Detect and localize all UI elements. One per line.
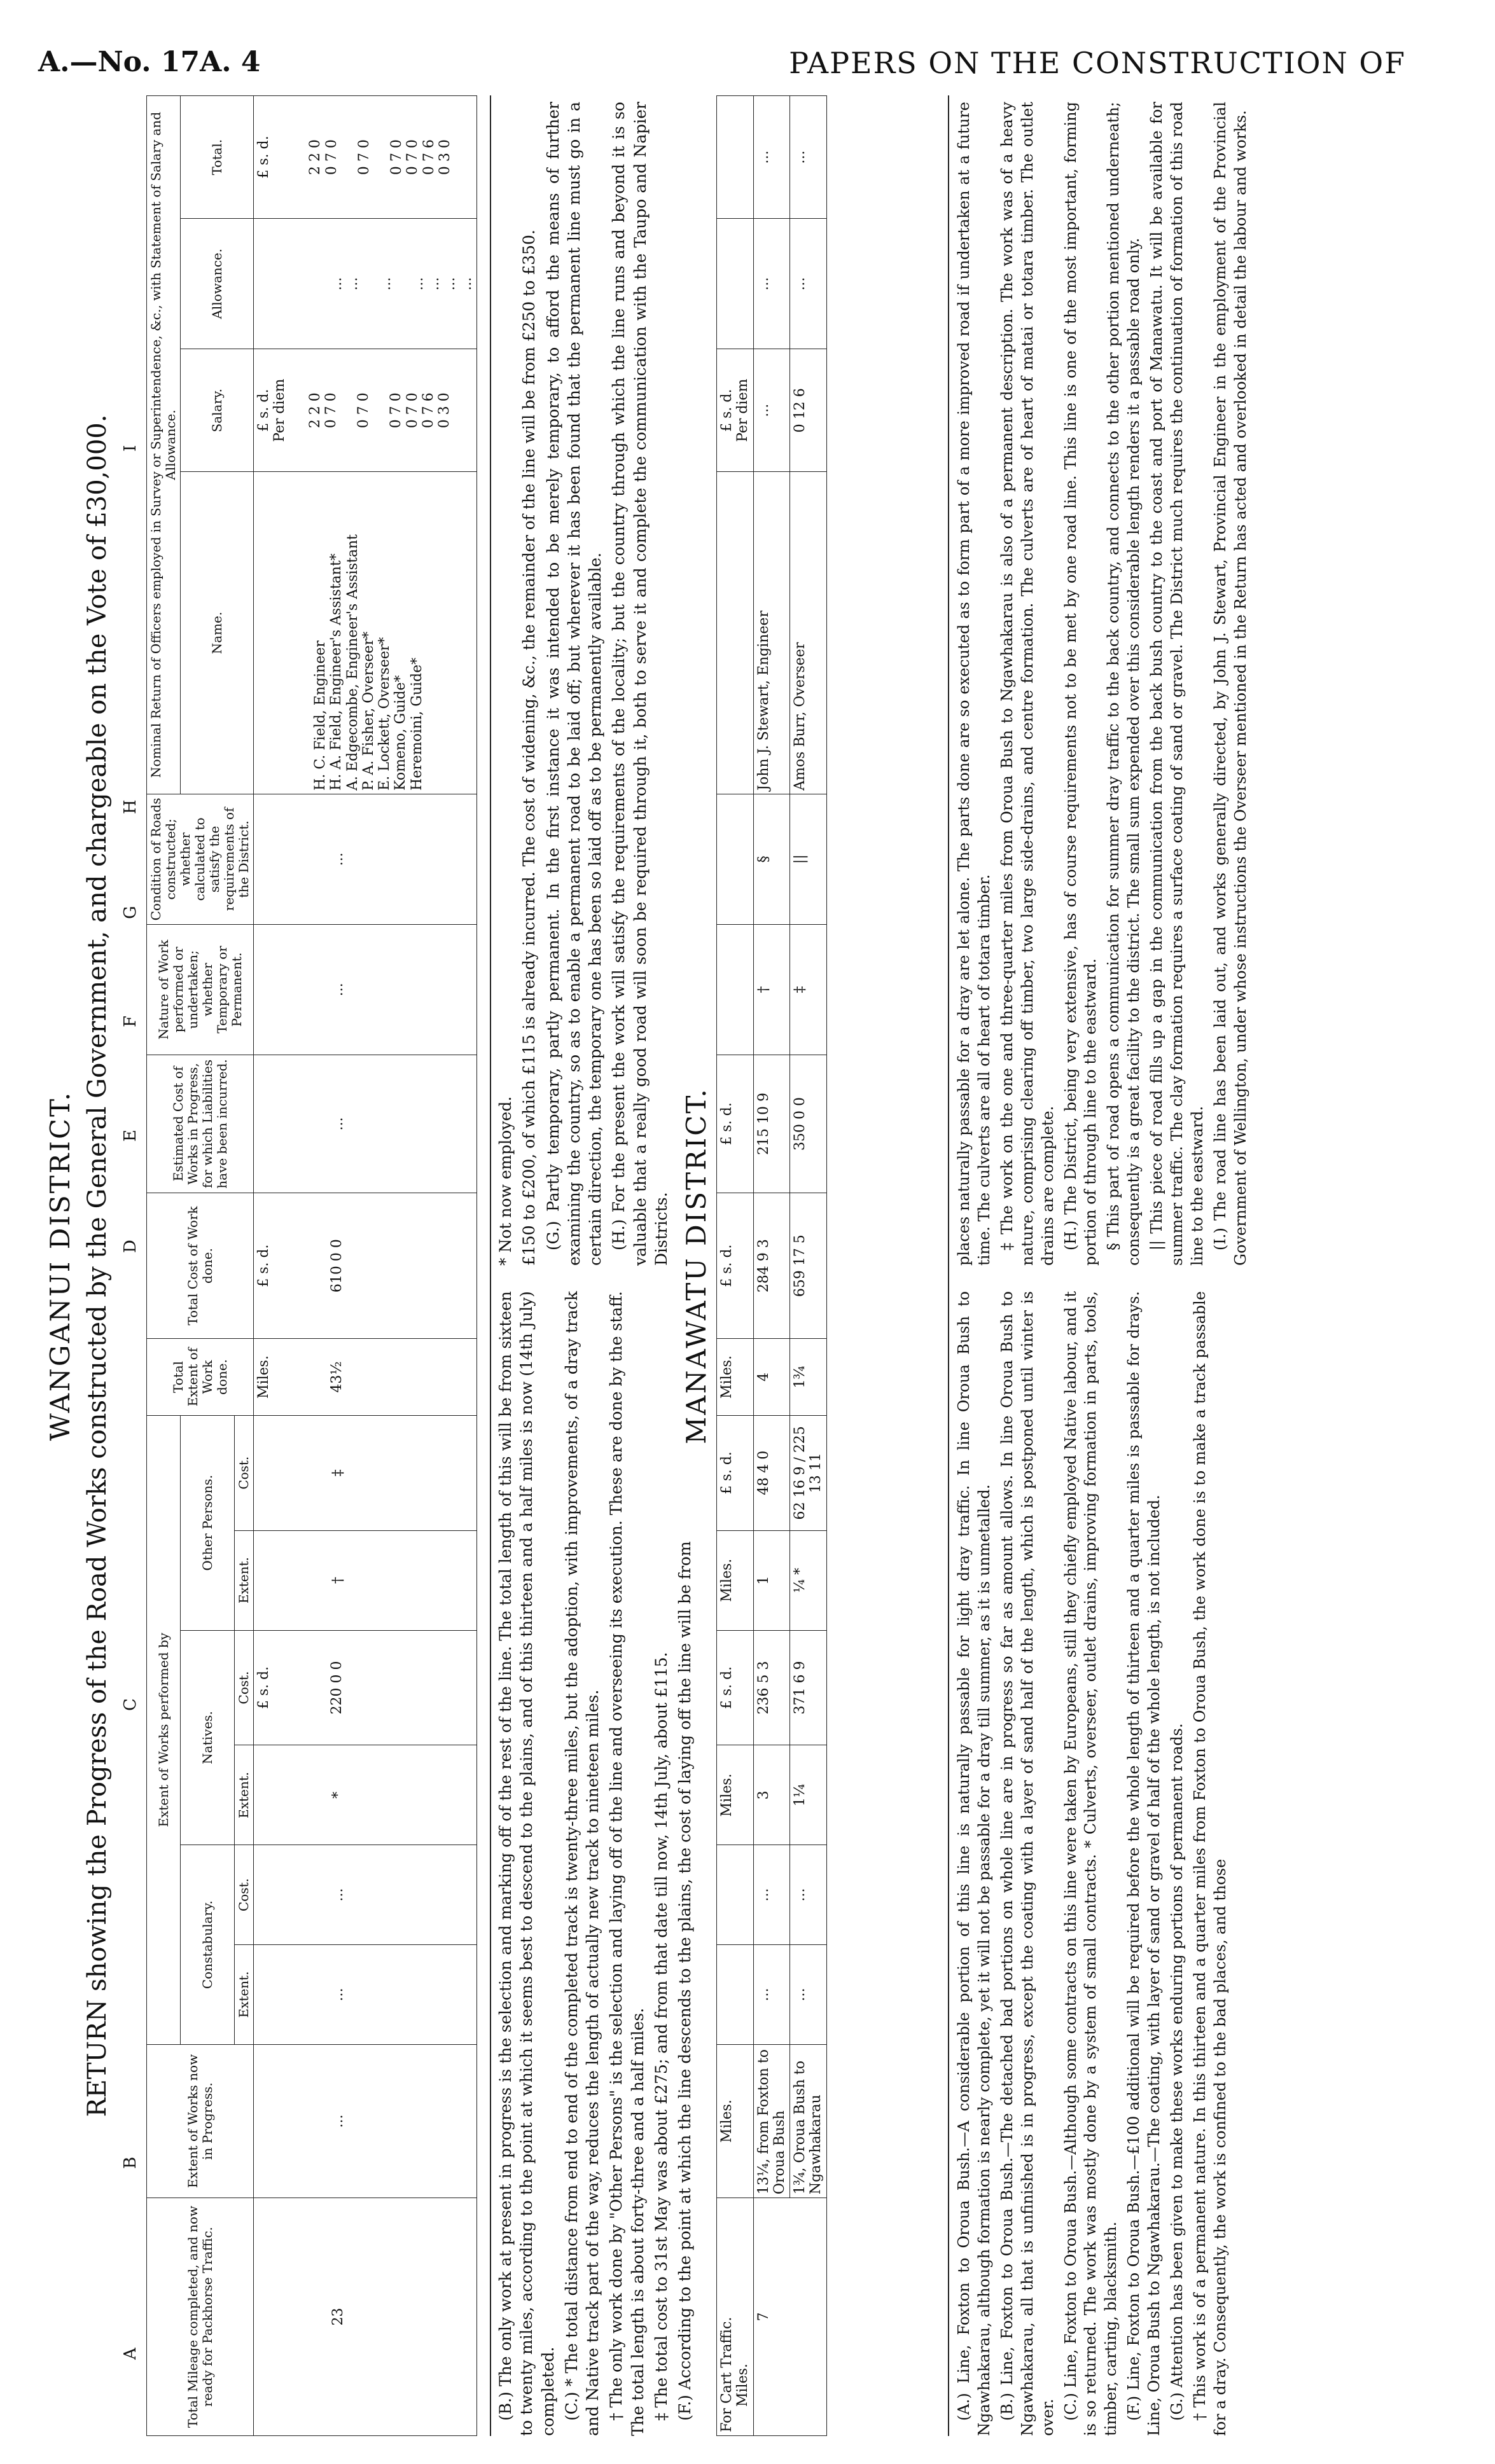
officer-allowance: ...	[329, 277, 345, 291]
cell-const-cost: ...	[753, 1845, 790, 1945]
miles-header: Miles.	[717, 2044, 754, 2198]
cell-totals	[254, 96, 477, 219]
officer-allowance: ...	[377, 277, 394, 291]
note-paragraph: (F.) Line, Foxton to Oroua Bush.—£100 additional will be required before the whole length of thirteen and a quarter miles is passable for drays. Line, Oroua Bush to Ngawhakarau.—The coating, with layer of sand or gravel of half of the whole length, is not included.	[1125, 1291, 1164, 2436]
cell-total-cost: 284 9 3	[753, 1193, 790, 1339]
header-name: Name.	[181, 472, 254, 794]
col-letter: F	[121, 1015, 140, 1027]
cell-salaries	[254, 349, 477, 472]
cell-allowances	[254, 219, 477, 349]
header-nature-of-work: Nature of Work performed or undertaken; whether Temporary or Permanent.	[147, 924, 254, 1055]
cell-nature-of-work: ‡	[790, 924, 827, 1055]
cell-in-progress: 13¼, from Foxton to Oroua Bush	[753, 2044, 790, 2198]
cell-other-extent: †	[254, 1530, 477, 1630]
cell-const-extent: ...	[254, 1945, 477, 2045]
cell-in-progress: 1¾, Oroua Bush to Ngawhakarau	[790, 2044, 827, 2198]
cell-natives-cost: 236 5 3	[753, 1630, 790, 1745]
cell-nature-of-work: †	[753, 924, 790, 1055]
officer-allowance: ...	[410, 277, 426, 291]
cell-other-cost: 48 4 0	[753, 1415, 790, 1530]
header-total-extent: Total Extent of Work done.	[147, 1339, 254, 1416]
divider	[948, 95, 949, 2436]
cell-const-cost: ...	[790, 1845, 827, 1945]
header-cost: Cost.	[235, 1630, 254, 1745]
note-paragraph: (G.) Partly temporary, partly permanent. In the first instance it was intended to be merely temporary, to afford the means of further examining the country, so as to enable a permanent road to be laid off; but wherever it has been found that the permanent line must go in a certain direction, the temporary one has been so laid off as to be permanently available.	[543, 102, 604, 1266]
header-estimated-cost: Estimated Cost of Works in Progress, for which Liabilities have been incurred.	[147, 1055, 254, 1193]
wanganui-notes-left	[495, 1291, 698, 2436]
manawatu-return-table	[716, 95, 827, 2436]
cell-total-cost: 659 17 5	[790, 1193, 827, 1339]
cell-total-extent: 1¾	[790, 1339, 827, 1416]
miles-header: Miles.	[717, 1530, 754, 1630]
officer-salary: 0 7 6	[421, 392, 437, 429]
cell-in-progress: ...	[254, 2044, 477, 2198]
note-paragraph: places naturally passable for a dray are let alone. The parts done are so executed as to form part of a more improved road if undertaken at a future time. The culverts are all of heart of totara timber.	[955, 102, 993, 1266]
cell-total: ...	[790, 96, 827, 219]
note-paragraph: (C.) * The total distance from end to end of the completed track is twenty-three miles, but the adoption, with improvements, of a dray track and Native track part of the way, reduces the length of actually new track to nineteen miles.	[562, 1291, 602, 2436]
cell-officer-names	[254, 472, 477, 794]
cell-nature-of-work: ...	[254, 924, 477, 1055]
header-cost: Cost.	[235, 1415, 254, 1530]
officer-name: H. C. Field, Engineer	[312, 640, 328, 791]
cell-natives-extent: 3	[753, 1745, 790, 1845]
note-paragraph: ‡ The work on the one and three-quarter miles from Oroua Bush to Ngawhakarau is also of a permanent description. The work was of a heavy nature, comprising clearing off timber, two large side-drains, and centre formation. The culverts are of heart of matai or totara timber. The outlet drains are complete.	[998, 102, 1057, 1266]
cell-natives-cost: 371 6 9	[790, 1630, 827, 1745]
officer-allowance: ...	[426, 277, 443, 291]
header-constabulary: Constabulary.	[181, 1845, 235, 2045]
officer-total: 2 2 0	[307, 139, 324, 176]
cell-total-extent	[254, 1339, 477, 1416]
cell-other-extent: ¼ *	[790, 1530, 827, 1630]
unit-per-diem: Per diem	[272, 378, 288, 442]
note-paragraph: (H.) For the present the work will satisfy the requirements of the locality; but the country through which the line runs and beyond it is so valuable that a really good road will soon be required through it, both to serve it and complete the communication with the Taupo and Napier Districts.	[609, 102, 671, 1266]
unit-lsd: £ s. d.	[256, 1244, 272, 1287]
note-paragraph: (B.) The only work at present in progress is the selection and marking off of the rest of the line. The total length of this will be from sixteen to twenty miles, according to the point at which it seems best to descend to the plains, and of this thirteen and a half miles is now (14th July) completed.	[496, 1291, 557, 2436]
cell-condition: ||	[790, 794, 827, 924]
officer-salary: 0 7 0	[404, 392, 421, 429]
col-letter: G	[121, 906, 140, 919]
cell-total-cost	[254, 1193, 477, 1339]
officer-name: E. Lockett, Overseer*	[377, 637, 393, 791]
officer-name: Heremoini, Guide*	[408, 657, 425, 791]
cell-estimated-cost: ...	[254, 1055, 477, 1193]
cell-officer-name: John J. Stewart, Engineer	[753, 472, 790, 794]
cell-total-mileage: 23	[254, 2198, 477, 2436]
wanganui-return-table	[146, 95, 477, 2436]
note-paragraph: (H.) The District, being very extensive, has of course requirements not to be met by one road line. This line is one of the most important, forming portion of through line to the eastward.	[1061, 102, 1100, 1266]
cell-other-extent: 1	[753, 1530, 790, 1630]
header-condition-of-roads: Condition of Roads constructed; whether calculated to satisfy the requirements of the District.	[147, 794, 254, 924]
note-paragraph: (A.) Line, Foxton to Oroua Bush.—A considerable portion of this line is naturally passable for light dray traffic. In line Oroua Bush to Ngawhakarau, although formation is nearly complete, yet it will not be passable for a dray till summer, as it is unmetalled.	[955, 1291, 993, 2436]
officer-name: P. A. Fisher, Overseer*	[360, 631, 377, 791]
manawatu-notes-right	[954, 102, 1254, 1266]
officer-name: Komeno, Guide*	[393, 675, 409, 791]
officer-total: 0 7 0	[356, 139, 372, 176]
cell-cart-miles: 7	[753, 2198, 826, 2436]
unit-lsd: £ s. d.	[719, 389, 735, 432]
column-letters	[121, 95, 146, 2436]
officer-allowance: ...	[458, 277, 475, 291]
officer-total: 0 3 0	[437, 139, 454, 176]
cell-condition: ...	[254, 794, 477, 924]
officer-salary: 0 7 0	[356, 392, 372, 429]
header-total-mileage: Total Mileage completed, and now ready for Packhorse Traffic.	[147, 2198, 254, 2436]
header-nominal-return: Nominal Return of Officers employed in Survey or Superintendence, &c., with Statement of Salary and Allowance.	[147, 96, 181, 794]
officer-total: 0 7 0	[323, 139, 340, 176]
lsd-header: £ s. d.	[717, 1630, 754, 1745]
cell-natives-extent: *	[254, 1745, 477, 1845]
header-works-in-progress: Extent of Works now in Progress.	[147, 2044, 254, 2198]
cell-other-cost: ‡	[254, 1415, 477, 1530]
total-cost-value: 610 0 0	[329, 1239, 345, 1293]
cell-const-extent: ...	[753, 1945, 790, 2045]
rotated-page-body	[45, 95, 1444, 2436]
running-header	[38, 46, 1457, 84]
note-paragraph: (I.) The road line has been laid out, and works generally directed, by John J. Stewart, Provincial Engineer in the employment of the Provincial Government of Wellington, under whose instructions the Overseer mentioned in the Return has acted and overlooked in detail the labour and works.	[1211, 102, 1249, 1266]
col-letter: H	[121, 799, 140, 814]
not-now-employed-note: * Not now employed.	[496, 1096, 515, 1266]
note-paragraph: † The only work done by "Other Persons" is the selection and laying off of the line and overseeing its execution. These are done by the staff. The total length is about forty-three and a half miles.	[607, 1291, 647, 2436]
header-salary: Salary.	[181, 349, 254, 472]
wanganui-district-title: WANGANUI DISTRICT.	[45, 1090, 76, 1441]
col-letter: E	[121, 1130, 140, 1142]
unit-lsd: £ s. d.	[256, 1666, 272, 1710]
cell-total: ...	[753, 96, 790, 219]
unit-lsd: £ s. d.	[256, 135, 272, 179]
cell-total-extent: 4	[753, 1339, 790, 1416]
lsd-header: £ s. d.	[717, 1415, 754, 1530]
cell-const-cost: ...	[254, 1845, 477, 1945]
cell-estimated-cost: 350 0 0	[790, 1055, 827, 1193]
header-works-performed-by: Extent of Works performed by	[147, 1415, 181, 2044]
page-reference: A.—No. 17A. 4	[38, 46, 261, 78]
manawatu-notes-left	[954, 1291, 1234, 2436]
cell-salary: 0 12 6	[790, 349, 827, 472]
note-paragraph: (F.) According to the point at which the line descends to the plains, the cost of laying off the line will be from	[676, 1541, 694, 2421]
natives-cost-value: 220 0 0	[329, 1661, 345, 1715]
miles-label: Miles.	[735, 2364, 751, 2407]
cell-salary: ...	[753, 349, 790, 472]
cell-estimated-cost: 215 10 9	[753, 1055, 790, 1193]
cell-allowance: ...	[790, 219, 827, 349]
table-row	[254, 96, 477, 2436]
header-extent: Extent.	[235, 1530, 254, 1630]
officer-salary: 2 2 0	[307, 392, 323, 429]
note-paragraph: § This part of road opens a communication for summer dray traffic to the back country, and connects to the other portion mentioned underneath; consequently is a great facility to the district. The small sum expended over this considerable length renders it a passable road only.	[1104, 102, 1143, 1266]
header-total-cost: Total Cost of Work done.	[147, 1193, 254, 1339]
note-paragraph: £150 to £200, of which £115 is already incurred. The cost of widening, &c., the remainder of the line will be from £250 to £350.	[520, 230, 539, 1266]
header-extent: Extent.	[235, 1745, 254, 1845]
officer-name: H. A. Field, Engineer's Assistant*	[328, 553, 345, 791]
lsd-header: £ s. d.	[717, 1193, 754, 1339]
col-letter: C	[121, 1698, 140, 1711]
cell-allowance: ...	[753, 219, 790, 349]
note-paragraph: (G.) Attention has been given to make these works enduring portions of permanent roads.	[1168, 1723, 1186, 2421]
table-row	[790, 96, 827, 2436]
col-letter: B	[121, 2156, 140, 2169]
total-extent-value: 43½	[329, 1361, 345, 1393]
header-total: Total.	[181, 96, 254, 219]
for-cart-traffic-label: For Cart Traffic.	[719, 2316, 735, 2432]
cell-other-cost: 62 16 9 / 225 13 11	[790, 1415, 827, 1530]
col-letter: A	[121, 2348, 140, 2360]
divider	[490, 95, 491, 2436]
table-row	[753, 96, 790, 2436]
note-paragraph: † This work is of a permanent nature. In this thirteen and a quarter miles from Foxton to Oroua Bush, the work done is to make a track passable for a dray. Consequently, the work is confined to the bad places, and those	[1190, 1291, 1229, 2436]
officer-name: A. Edgecombe, Engineer's Assistant	[344, 534, 361, 791]
miles-header: Miles.	[717, 1339, 754, 1416]
wanganui-notes-right	[495, 102, 674, 1266]
officer-salary: 0 3 0	[436, 392, 453, 429]
officer-total: 0 7 6	[421, 139, 437, 176]
running-title: PAPERS ON THE CONSTRUCTION OF	[789, 46, 1406, 80]
cell-const-extent: ...	[790, 1945, 827, 2045]
cell-officer-name: Amos Burr, Overseer	[790, 472, 827, 794]
header-natives: Natives.	[181, 1630, 235, 1845]
unit-lsd: £ s. d.	[256, 389, 272, 432]
officer-salary: 0 7 0	[388, 392, 405, 429]
unit-miles: Miles.	[256, 1355, 272, 1399]
note-paragraph: ‡ The total cost to 31st May was about £275; and from that date till now, 14th July, about £115.	[651, 1652, 671, 2421]
col-letter: I	[121, 445, 140, 452]
officer-total: 0 7 0	[389, 139, 405, 176]
manawatu-district-title: MANAWATU DISTRICT.	[681, 1087, 712, 1444]
header-other-persons: Other Persons.	[181, 1415, 235, 1630]
unit-per-diem: Per diem	[735, 378, 751, 442]
cell-natives-extent: 1¼	[790, 1745, 827, 1845]
header-cost: Cost.	[235, 1845, 254, 1945]
cell-condition: §	[753, 794, 790, 924]
return-title: RETURN showing the Progress of the Road Works constructed by the General Government, and chargeable on the Vote of £30,000.	[83, 414, 112, 2117]
cell-natives-cost	[254, 1630, 477, 1745]
salary-units	[717, 349, 754, 472]
cart-traffic-header	[717, 2198, 754, 2436]
miles-header: Miles.	[717, 1745, 754, 1845]
header-allowance: Allowance.	[181, 219, 254, 349]
note-paragraph: (C.) Line, Foxton to Oroua Bush.—Although some contracts on this line were taken by Europeans, still they chiefly employed Native labour, and it is so returned. The work was mostly done by a system of small contracts. * Culverts, overseer, outlet drains, improving formation in parts, tools, timber, carting, blacksmith.	[1061, 1291, 1120, 2436]
lsd-header: £ s. d.	[717, 1055, 754, 1193]
note-paragraph: || This piece of road fills up a gap in the communication from the back bush country to the coast and port of Manawatu. It will be available for summer traffic. The clay formation requires a surface coating of sand or gravel. The District much requires the continuation of formation of this road line to the eastward.	[1148, 102, 1206, 1266]
col-letter: D	[121, 1240, 140, 1253]
officer-total: 0 7 0	[405, 139, 421, 176]
note-paragraph: (B.) Line, Foxton to Oroua Bush.—The detached bad portions on whole line are in progress so far as amount allows. In line Oroua Bush to Ngawhakarau, all that is unfinished is in progress, except the coating with a layer of sand half of the length, which is postponed until winter is over.	[998, 1291, 1057, 2436]
officer-salary: 0 7 0	[323, 392, 339, 429]
officer-allowance: ...	[345, 277, 361, 291]
header-extent: Extent.	[235, 1945, 254, 2045]
officer-allowance: ...	[442, 277, 459, 291]
